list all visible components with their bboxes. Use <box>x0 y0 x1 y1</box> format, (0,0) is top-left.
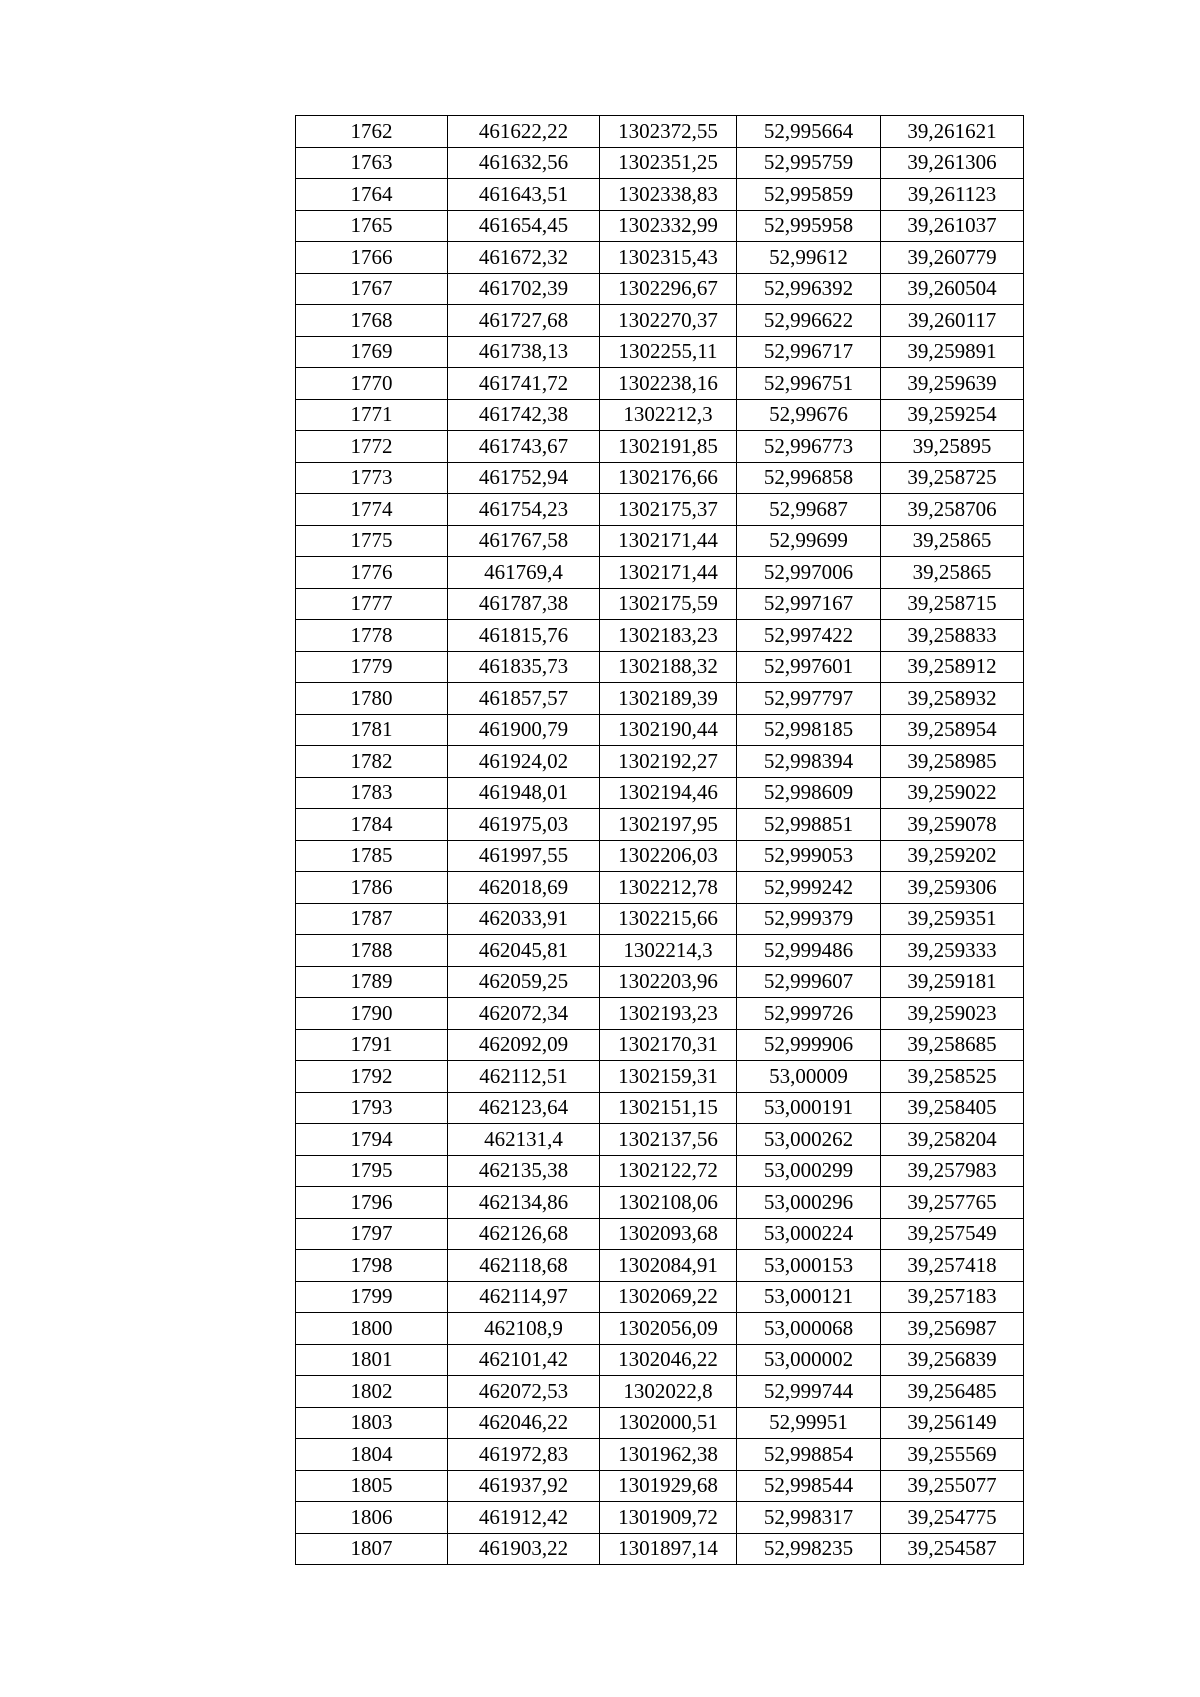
table-row <box>296 462 1024 494</box>
point-number-cell: 1764 <box>296 179 448 211</box>
x-coordinate-cell: 461622,22 <box>448 116 600 148</box>
point-number-cell: 1792 <box>296 1061 448 1093</box>
y-coordinate-cell: 1302194,46 <box>600 777 737 809</box>
y-coordinate-cell: 1302351,25 <box>600 147 737 179</box>
y-coordinate-cell: 1301897,14 <box>600 1533 737 1565</box>
y-coordinate-cell: 1302151,15 <box>600 1092 737 1124</box>
x-coordinate-cell: 461727,68 <box>448 305 600 337</box>
x-coordinate-cell: 461741,72 <box>448 368 600 400</box>
x-coordinate-cell: 462114,97 <box>448 1281 600 1313</box>
x-coordinate-cell: 461743,67 <box>448 431 600 463</box>
longitude-cell: 39,257765 <box>881 1187 1024 1219</box>
point-number-cell: 1782 <box>296 746 448 778</box>
point-number-cell: 1773 <box>296 462 448 494</box>
latitude-cell: 52,995958 <box>737 210 881 242</box>
latitude-cell: 52,99699 <box>737 525 881 557</box>
table-row <box>296 1187 1024 1219</box>
table-row <box>296 746 1024 778</box>
longitude-cell: 39,254587 <box>881 1533 1024 1565</box>
longitude-cell: 39,255569 <box>881 1439 1024 1471</box>
y-coordinate-cell: 1302188,32 <box>600 651 737 683</box>
x-coordinate-cell: 461767,58 <box>448 525 600 557</box>
latitude-cell: 53,000068 <box>737 1313 881 1345</box>
longitude-cell: 39,261123 <box>881 179 1024 211</box>
longitude-cell: 39,258932 <box>881 683 1024 715</box>
latitude-cell: 52,998854 <box>737 1439 881 1471</box>
x-coordinate-cell: 461900,79 <box>448 714 600 746</box>
table-row <box>296 809 1024 841</box>
latitude-cell: 52,999744 <box>737 1376 881 1408</box>
longitude-cell: 39,258204 <box>881 1124 1024 1156</box>
y-coordinate-cell: 1302372,55 <box>600 116 737 148</box>
table-row <box>296 431 1024 463</box>
table-row <box>296 525 1024 557</box>
point-number-cell: 1794 <box>296 1124 448 1156</box>
longitude-cell: 39,259022 <box>881 777 1024 809</box>
table-row <box>296 1092 1024 1124</box>
table-row <box>296 1439 1024 1471</box>
latitude-cell: 53,000296 <box>737 1187 881 1219</box>
x-coordinate-cell: 462059,25 <box>448 966 600 998</box>
table-row <box>296 1313 1024 1345</box>
table-row <box>296 1061 1024 1093</box>
latitude-cell: 52,997422 <box>737 620 881 652</box>
y-coordinate-cell: 1302175,59 <box>600 588 737 620</box>
x-coordinate-cell: 462131,4 <box>448 1124 600 1156</box>
table-row <box>296 1344 1024 1376</box>
longitude-cell: 39,259891 <box>881 336 1024 368</box>
longitude-cell: 39,25865 <box>881 557 1024 589</box>
y-coordinate-cell: 1302159,31 <box>600 1061 737 1093</box>
point-number-cell: 1787 <box>296 903 448 935</box>
latitude-cell: 52,995759 <box>737 147 881 179</box>
x-coordinate-cell: 462134,86 <box>448 1187 600 1219</box>
latitude-cell: 52,996751 <box>737 368 881 400</box>
x-coordinate-cell: 462118,68 <box>448 1250 600 1282</box>
longitude-cell: 39,255077 <box>881 1470 1024 1502</box>
point-number-cell: 1768 <box>296 305 448 337</box>
longitude-cell: 39,258405 <box>881 1092 1024 1124</box>
y-coordinate-cell: 1302338,83 <box>600 179 737 211</box>
latitude-cell: 52,999242 <box>737 872 881 904</box>
point-number-cell: 1774 <box>296 494 448 526</box>
point-number-cell: 1807 <box>296 1533 448 1565</box>
x-coordinate-cell: 461912,42 <box>448 1502 600 1534</box>
latitude-cell: 52,997006 <box>737 557 881 589</box>
table-row <box>296 651 1024 683</box>
coordinates-table-body <box>296 116 1024 1565</box>
point-number-cell: 1803 <box>296 1407 448 1439</box>
longitude-cell: 39,258725 <box>881 462 1024 494</box>
x-coordinate-cell: 461672,32 <box>448 242 600 274</box>
latitude-cell: 52,998851 <box>737 809 881 841</box>
longitude-cell: 39,259306 <box>881 872 1024 904</box>
x-coordinate-cell: 462072,34 <box>448 998 600 1030</box>
longitude-cell: 39,259254 <box>881 399 1024 431</box>
longitude-cell: 39,260117 <box>881 305 1024 337</box>
latitude-cell: 52,998609 <box>737 777 881 809</box>
point-number-cell: 1781 <box>296 714 448 746</box>
x-coordinate-cell: 462072,53 <box>448 1376 600 1408</box>
x-coordinate-cell: 462123,64 <box>448 1092 600 1124</box>
y-coordinate-cell: 1302189,39 <box>600 683 737 715</box>
latitude-cell: 52,997167 <box>737 588 881 620</box>
point-number-cell: 1806 <box>296 1502 448 1534</box>
latitude-cell: 52,999053 <box>737 840 881 872</box>
longitude-cell: 39,259078 <box>881 809 1024 841</box>
y-coordinate-cell: 1302183,23 <box>600 620 737 652</box>
longitude-cell: 39,261037 <box>881 210 1024 242</box>
longitude-cell: 39,257983 <box>881 1155 1024 1187</box>
latitude-cell: 52,996622 <box>737 305 881 337</box>
longitude-cell: 39,258715 <box>881 588 1024 620</box>
point-number-cell: 1778 <box>296 620 448 652</box>
table-row <box>296 116 1024 148</box>
longitude-cell: 39,257549 <box>881 1218 1024 1250</box>
table-row <box>296 147 1024 179</box>
y-coordinate-cell: 1302056,09 <box>600 1313 737 1345</box>
longitude-cell: 39,256987 <box>881 1313 1024 1345</box>
y-coordinate-cell: 1302190,44 <box>600 714 737 746</box>
point-number-cell: 1799 <box>296 1281 448 1313</box>
x-coordinate-cell: 461948,01 <box>448 777 600 809</box>
y-coordinate-cell: 1302093,68 <box>600 1218 737 1250</box>
table-row <box>296 179 1024 211</box>
latitude-cell: 52,996392 <box>737 273 881 305</box>
latitude-cell: 52,995664 <box>737 116 881 148</box>
x-coordinate-cell: 462046,22 <box>448 1407 600 1439</box>
y-coordinate-cell: 1302192,27 <box>600 746 737 778</box>
point-number-cell: 1767 <box>296 273 448 305</box>
point-number-cell: 1785 <box>296 840 448 872</box>
longitude-cell: 39,260779 <box>881 242 1024 274</box>
table-row <box>296 1407 1024 1439</box>
y-coordinate-cell: 1302270,37 <box>600 305 737 337</box>
table-row <box>296 336 1024 368</box>
point-number-cell: 1789 <box>296 966 448 998</box>
x-coordinate-cell: 461997,55 <box>448 840 600 872</box>
y-coordinate-cell: 1302206,03 <box>600 840 737 872</box>
table-row <box>296 368 1024 400</box>
point-number-cell: 1765 <box>296 210 448 242</box>
x-coordinate-cell: 461787,38 <box>448 588 600 620</box>
x-coordinate-cell: 461835,73 <box>448 651 600 683</box>
y-coordinate-cell: 1302212,78 <box>600 872 737 904</box>
latitude-cell: 52,999486 <box>737 935 881 967</box>
latitude-cell: 52,995859 <box>737 179 881 211</box>
x-coordinate-cell: 461754,23 <box>448 494 600 526</box>
x-coordinate-cell: 461937,92 <box>448 1470 600 1502</box>
x-coordinate-cell: 461857,57 <box>448 683 600 715</box>
point-number-cell: 1775 <box>296 525 448 557</box>
point-number-cell: 1779 <box>296 651 448 683</box>
y-coordinate-cell: 1301909,72 <box>600 1502 737 1534</box>
longitude-cell: 39,258912 <box>881 651 1024 683</box>
table-row <box>296 273 1024 305</box>
y-coordinate-cell: 1301962,38 <box>600 1439 737 1471</box>
point-number-cell: 1791 <box>296 1029 448 1061</box>
point-number-cell: 1800 <box>296 1313 448 1345</box>
point-number-cell: 1804 <box>296 1439 448 1471</box>
latitude-cell: 52,997601 <box>737 651 881 683</box>
point-number-cell: 1801 <box>296 1344 448 1376</box>
table-row <box>296 840 1024 872</box>
x-coordinate-cell: 462033,91 <box>448 903 600 935</box>
y-coordinate-cell: 1302215,66 <box>600 903 737 935</box>
y-coordinate-cell: 1302171,44 <box>600 525 737 557</box>
point-number-cell: 1786 <box>296 872 448 904</box>
longitude-cell: 39,260504 <box>881 273 1024 305</box>
longitude-cell: 39,256485 <box>881 1376 1024 1408</box>
x-coordinate-cell: 461972,83 <box>448 1439 600 1471</box>
longitude-cell: 39,258706 <box>881 494 1024 526</box>
table-row <box>296 494 1024 526</box>
x-coordinate-cell: 461769,4 <box>448 557 600 589</box>
longitude-cell: 39,259023 <box>881 998 1024 1030</box>
longitude-cell: 39,257183 <box>881 1281 1024 1313</box>
point-number-cell: 1805 <box>296 1470 448 1502</box>
point-number-cell: 1776 <box>296 557 448 589</box>
latitude-cell: 53,000262 <box>737 1124 881 1156</box>
y-coordinate-cell: 1302255,11 <box>600 336 737 368</box>
point-number-cell: 1766 <box>296 242 448 274</box>
point-number-cell: 1797 <box>296 1218 448 1250</box>
table-row <box>296 998 1024 1030</box>
table-row <box>296 620 1024 652</box>
point-number-cell: 1798 <box>296 1250 448 1282</box>
table-row <box>296 588 1024 620</box>
longitude-cell: 39,25865 <box>881 525 1024 557</box>
point-number-cell: 1795 <box>296 1155 448 1187</box>
table-row <box>296 1281 1024 1313</box>
longitude-cell: 39,25895 <box>881 431 1024 463</box>
latitude-cell: 53,000002 <box>737 1344 881 1376</box>
latitude-cell: 53,000121 <box>737 1281 881 1313</box>
table-row <box>296 1533 1024 1565</box>
y-coordinate-cell: 1302000,51 <box>600 1407 737 1439</box>
y-coordinate-cell: 1302296,67 <box>600 273 737 305</box>
longitude-cell: 39,254775 <box>881 1502 1024 1534</box>
latitude-cell: 52,996858 <box>737 462 881 494</box>
x-coordinate-cell: 461702,39 <box>448 273 600 305</box>
longitude-cell: 39,258954 <box>881 714 1024 746</box>
x-coordinate-cell: 462108,9 <box>448 1313 600 1345</box>
y-coordinate-cell: 1302137,56 <box>600 1124 737 1156</box>
x-coordinate-cell: 461924,02 <box>448 746 600 778</box>
x-coordinate-cell: 462126,68 <box>448 1218 600 1250</box>
x-coordinate-cell: 461654,45 <box>448 210 600 242</box>
latitude-cell: 52,999726 <box>737 998 881 1030</box>
point-number-cell: 1772 <box>296 431 448 463</box>
table-row <box>296 872 1024 904</box>
table-row <box>296 1502 1024 1534</box>
x-coordinate-cell: 462101,42 <box>448 1344 600 1376</box>
latitude-cell: 52,99612 <box>737 242 881 274</box>
table-row <box>296 210 1024 242</box>
longitude-cell: 39,258833 <box>881 620 1024 652</box>
table-row <box>296 1250 1024 1282</box>
latitude-cell: 52,996773 <box>737 431 881 463</box>
latitude-cell: 53,000224 <box>737 1218 881 1250</box>
longitude-cell: 39,259181 <box>881 966 1024 998</box>
point-number-cell: 1802 <box>296 1376 448 1408</box>
latitude-cell: 52,998544 <box>737 1470 881 1502</box>
x-coordinate-cell: 461975,03 <box>448 809 600 841</box>
point-number-cell: 1793 <box>296 1092 448 1124</box>
y-coordinate-cell: 1301929,68 <box>600 1470 737 1502</box>
table-row <box>296 305 1024 337</box>
latitude-cell: 52,996717 <box>737 336 881 368</box>
latitude-cell: 52,999607 <box>737 966 881 998</box>
latitude-cell: 52,998185 <box>737 714 881 746</box>
y-coordinate-cell: 1302108,06 <box>600 1187 737 1219</box>
point-number-cell: 1769 <box>296 336 448 368</box>
y-coordinate-cell: 1302212,3 <box>600 399 737 431</box>
table-row <box>296 777 1024 809</box>
longitude-cell: 39,258985 <box>881 746 1024 778</box>
latitude-cell: 53,000153 <box>737 1250 881 1282</box>
y-coordinate-cell: 1302238,16 <box>600 368 737 400</box>
latitude-cell: 53,000191 <box>737 1092 881 1124</box>
latitude-cell: 52,999906 <box>737 1029 881 1061</box>
y-coordinate-cell: 1302203,96 <box>600 966 737 998</box>
latitude-cell: 52,997797 <box>737 683 881 715</box>
table-row <box>296 242 1024 274</box>
table-row <box>296 966 1024 998</box>
y-coordinate-cell: 1302046,22 <box>600 1344 737 1376</box>
table-row <box>296 1376 1024 1408</box>
point-number-cell: 1783 <box>296 777 448 809</box>
point-number-cell: 1788 <box>296 935 448 967</box>
point-number-cell: 1784 <box>296 809 448 841</box>
point-number-cell: 1796 <box>296 1187 448 1219</box>
y-coordinate-cell: 1302332,99 <box>600 210 737 242</box>
x-coordinate-cell: 461752,94 <box>448 462 600 494</box>
longitude-cell: 39,256149 <box>881 1407 1024 1439</box>
latitude-cell: 52,999379 <box>737 903 881 935</box>
table-row <box>296 903 1024 935</box>
y-coordinate-cell: 1302069,22 <box>600 1281 737 1313</box>
table-row <box>296 1029 1024 1061</box>
x-coordinate-cell: 461643,51 <box>448 179 600 211</box>
latitude-cell: 53,00009 <box>737 1061 881 1093</box>
x-coordinate-cell: 461903,22 <box>448 1533 600 1565</box>
table-row <box>296 935 1024 967</box>
table-row <box>296 1470 1024 1502</box>
longitude-cell: 39,259202 <box>881 840 1024 872</box>
y-coordinate-cell: 1302191,85 <box>600 431 737 463</box>
y-coordinate-cell: 1302084,91 <box>600 1250 737 1282</box>
x-coordinate-cell: 461738,13 <box>448 336 600 368</box>
y-coordinate-cell: 1302197,95 <box>600 809 737 841</box>
y-coordinate-cell: 1302214,3 <box>600 935 737 967</box>
table-row <box>296 714 1024 746</box>
table-row <box>296 557 1024 589</box>
longitude-cell: 39,261306 <box>881 147 1024 179</box>
latitude-cell: 52,998235 <box>737 1533 881 1565</box>
longitude-cell: 39,259333 <box>881 935 1024 967</box>
x-coordinate-cell: 462092,09 <box>448 1029 600 1061</box>
point-number-cell: 1771 <box>296 399 448 431</box>
point-number-cell: 1780 <box>296 683 448 715</box>
point-number-cell: 1777 <box>296 588 448 620</box>
latitude-cell: 52,99951 <box>737 1407 881 1439</box>
y-coordinate-cell: 1302022,8 <box>600 1376 737 1408</box>
y-coordinate-cell: 1302171,44 <box>600 557 737 589</box>
longitude-cell: 39,256839 <box>881 1344 1024 1376</box>
longitude-cell: 39,259351 <box>881 903 1024 935</box>
table-row <box>296 1124 1024 1156</box>
x-coordinate-cell: 462135,38 <box>448 1155 600 1187</box>
coordinates-table <box>295 115 1024 1565</box>
latitude-cell: 52,998394 <box>737 746 881 778</box>
x-coordinate-cell: 462045,81 <box>448 935 600 967</box>
x-coordinate-cell: 461742,38 <box>448 399 600 431</box>
latitude-cell: 52,99687 <box>737 494 881 526</box>
y-coordinate-cell: 1302170,31 <box>600 1029 737 1061</box>
table-row <box>296 683 1024 715</box>
point-number-cell: 1790 <box>296 998 448 1030</box>
point-number-cell: 1763 <box>296 147 448 179</box>
longitude-cell: 39,259639 <box>881 368 1024 400</box>
latitude-cell: 52,99676 <box>737 399 881 431</box>
longitude-cell: 39,258525 <box>881 1061 1024 1093</box>
latitude-cell: 52,998317 <box>737 1502 881 1534</box>
longitude-cell: 39,261621 <box>881 116 1024 148</box>
latitude-cell: 53,000299 <box>737 1155 881 1187</box>
y-coordinate-cell: 1302193,23 <box>600 998 737 1030</box>
table-row <box>296 399 1024 431</box>
longitude-cell: 39,257418 <box>881 1250 1024 1282</box>
y-coordinate-cell: 1302175,37 <box>600 494 737 526</box>
longitude-cell: 39,258685 <box>881 1029 1024 1061</box>
x-coordinate-cell: 462112,51 <box>448 1061 600 1093</box>
x-coordinate-cell: 461632,56 <box>448 147 600 179</box>
point-number-cell: 1770 <box>296 368 448 400</box>
y-coordinate-cell: 1302122,72 <box>600 1155 737 1187</box>
x-coordinate-cell: 461815,76 <box>448 620 600 652</box>
y-coordinate-cell: 1302176,66 <box>600 462 737 494</box>
table-row <box>296 1218 1024 1250</box>
point-number-cell: 1762 <box>296 116 448 148</box>
y-coordinate-cell: 1302315,43 <box>600 242 737 274</box>
table-row <box>296 1155 1024 1187</box>
x-coordinate-cell: 462018,69 <box>448 872 600 904</box>
